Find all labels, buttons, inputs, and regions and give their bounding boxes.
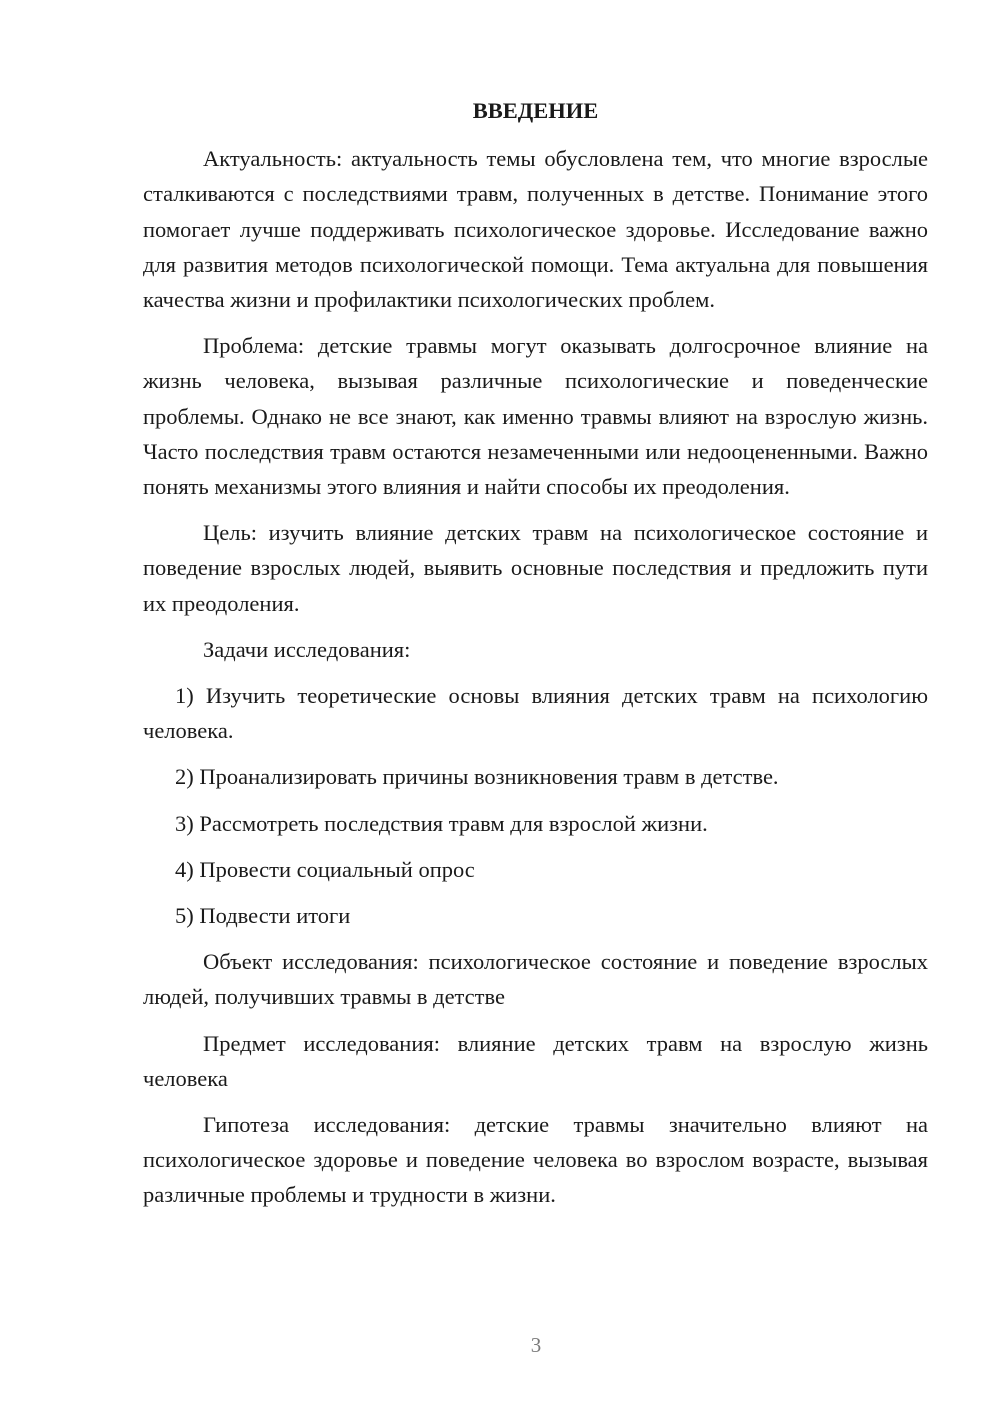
task-item-1: 1) Изучить теоретические основы влияния детских травм на психологию человека. [143, 683, 928, 744]
relevance-paragraph: Актуальность: актуальность темы обусловлена тем, что многие взрослые сталкиваются с последствиями травм, полученных в детстве. Понимание этого помогает лучше поддерживать психологическое здоровье. Исследование важно для развития методов психологической помощи. Тема актуальна для повышения качества жизни и профилактики психологических проблем. [143, 146, 928, 313]
hypothesis-paragraph: Гипотеза исследования: детские травмы значительно влияют на психологическое здоровье и поведение человека во взрослом возрасте, вызывая различные проблемы и трудности в жизни. [143, 1112, 928, 1208]
tasks-title: Задачи исследования: [203, 636, 411, 662]
section-heading: ВВЕДЕНИЕ [472, 98, 599, 123]
subject-paragraph: Предмет исследования: влияние детских травм на взрослую жизнь человека [143, 1030, 928, 1091]
object-paragraph: Объект исследования: психологическое состояние и поведение взрослых людей, получивших травмы в детстве [143, 949, 928, 1010]
page-number: 3 [530, 1333, 542, 1357]
task-item-5: 5) Подвести итоги [175, 903, 351, 929]
goal-paragraph: Цель: изучить влияние детских травм на психологическое состояние и поведение взрослых людей, выявить основные последствия и предложить пути их преодоления. [143, 520, 928, 616]
page-content [143, 93, 928, 1213]
task-item-4: 4) Провести социальный опрос [175, 856, 475, 882]
problem-paragraph: Проблема: детские травмы могут оказывать долгосрочное влияние на жизнь человека, вызывая различные психологические и поведенческие проблемы. Однако не все знают, как именно травмы влияют на взрослую жизнь. Часто последствия травм остаются незамеченными или недооцененными. Важно понять механизмы этого влияния и найти способы их преодоления. [143, 333, 928, 500]
task-item-3: 3) Рассмотреть последствия травм для взрослой жизни. [175, 810, 708, 836]
task-item-2: 2) Проанализировать причины возникновения травм в детстве. [175, 764, 779, 790]
